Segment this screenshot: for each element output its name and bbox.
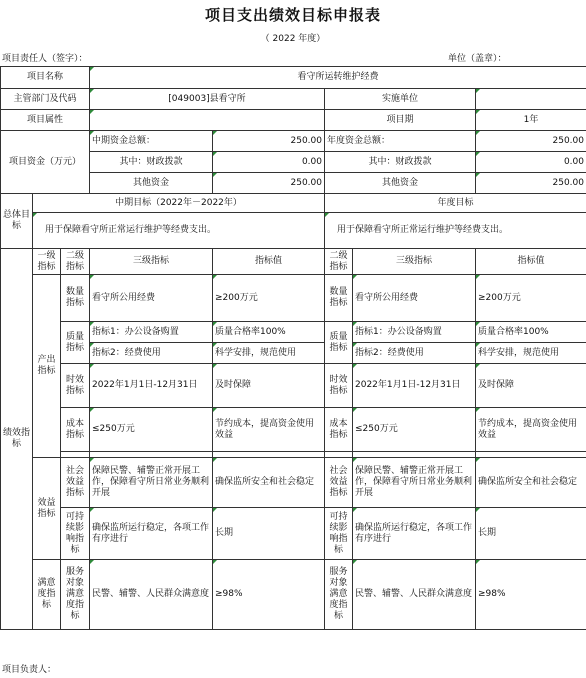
year-goal-header: 年度目标 <box>325 194 586 213</box>
attr-value <box>90 110 325 131</box>
mid-other-value: 250.00 <box>213 173 325 194</box>
soc-value-year: 确保监所安全和社会稳定 <box>476 458 586 508</box>
unit-label: 单位（盖章）： <box>448 54 507 64</box>
timely-indicator: 时效指标 <box>61 364 90 408</box>
attr-label: 项目属性 <box>1 110 90 131</box>
sus-value: 长期 <box>213 508 325 560</box>
performance-table <box>0 66 586 630</box>
sustain-indicator-year: 可持续影响指标 <box>325 508 353 560</box>
quality-indicator: 质量指标 <box>61 322 90 364</box>
value-header-year: 指标值 <box>476 249 586 275</box>
mid-other-label: 其他资金 <box>90 173 213 194</box>
soc-name-year: 保障民警、辅警正常开展工作，保障看守所日常业务顺利开展 <box>353 458 476 508</box>
form-title: 项目支出绩效目标申报表 <box>204 6 381 24</box>
sus-name-year: 确保监所运行稳定，各项工作有序进行 <box>353 508 476 560</box>
year-total-value: 250.00 <box>476 131 586 152</box>
effect-indicator: 效益指标 <box>33 458 61 560</box>
q1-value: 质量合格率100% <box>213 322 325 343</box>
year-fiscal-value: 0.00 <box>476 152 586 173</box>
dept-label: 主管部门及代码 <box>1 89 90 110</box>
mid-fiscal-label: 其中：财政拨款 <box>90 152 213 173</box>
q2-name-year: 指标2：经费使用 <box>353 343 476 364</box>
project-name-label: 项目名称 <box>1 67 90 89</box>
level3-header-year: 三级指标 <box>353 249 476 275</box>
exec-unit-value <box>476 89 586 110</box>
level2-header-year: 二级指标 <box>325 249 353 275</box>
time-value: 及时保障 <box>213 364 325 408</box>
funds-label: 项目资金（万元） <box>1 131 90 194</box>
level3-header: 三级指标 <box>90 249 213 275</box>
q2-value: 科学安排，规范使用 <box>213 343 325 364</box>
year-other-label: 其他资金 <box>325 173 476 194</box>
social-indicator: 社会效益指标 <box>61 458 90 508</box>
q1-value-year: 质量合格率100% <box>476 322 586 343</box>
period-label: 项目期 <box>325 110 476 131</box>
time-name-year: 2022年1月1日-12月31日 <box>353 364 476 408</box>
project-leader-label: 项目负责人： <box>2 665 57 675</box>
sat-name-year: 民警、辅警、人民群众满意度 <box>353 560 476 630</box>
cost-indicator: 成本指标 <box>61 408 90 452</box>
time-name: 2022年1月1日-12月31日 <box>90 364 213 408</box>
soc-value: 确保监所安全和社会稳定 <box>213 458 325 508</box>
period-value: 1年 <box>476 110 586 131</box>
year-fiscal-label: 其中：财政拨款 <box>325 152 476 173</box>
quantity-indicator-year: 数量指标 <box>325 275 353 322</box>
mid-fiscal-value: 0.00 <box>213 152 325 173</box>
level2-header: 二级指标 <box>61 249 90 275</box>
service-indicator: 服务对象满意度指标 <box>61 560 90 630</box>
exec-unit-label: 实施单位 <box>325 89 476 110</box>
year-line: （ 2022 年度） <box>260 34 326 44</box>
qty-value-year: ≥200万元 <box>476 275 586 322</box>
level1-header: 一级指标 <box>33 249 61 275</box>
social-indicator-year: 社会效益指标 <box>325 458 353 508</box>
q1-name: 指标1：办公设备购置 <box>90 322 213 343</box>
dept-value: [049003]县看守所 <box>90 89 325 110</box>
sus-name: 确保监所运行稳定，各项工作有序进行 <box>90 508 213 560</box>
sus-value-year: 长期 <box>476 508 586 560</box>
q2-value-year: 科学安排，规范使用 <box>476 343 586 364</box>
output-indicator: 产出指标 <box>33 275 61 458</box>
perf-indicator-label: 绩效指标 <box>1 249 33 630</box>
time-value-year: 及时保障 <box>476 364 586 408</box>
mid-total-label: 中期资金总额： <box>90 131 213 152</box>
qty-value: ≥200万元 <box>213 275 325 322</box>
mid-total-value: 250.00 <box>213 131 325 152</box>
mid-goal-text: 用于保障看守所正常运行维护等经费支出。 <box>33 213 325 249</box>
quality-indicator-year: 质量指标 <box>325 322 353 364</box>
year-goal-text: 用于保障看守所正常运行维护等经费支出。 <box>325 213 586 249</box>
sat-value: ≥98% <box>213 560 325 630</box>
sat-name: 民警、辅警、人民群众满意度 <box>90 560 213 630</box>
timely-indicator-year: 时效指标 <box>325 364 353 408</box>
cost-name: ≤250万元 <box>90 408 213 452</box>
cost-value-year: 节约成本，提高资金使用效益 <box>476 408 586 452</box>
q1-name-year: 指标1：办公设备购置 <box>353 322 476 343</box>
satisfaction-indicator: 满意度指标 <box>33 560 61 630</box>
year-total-label: 年度资金总额： <box>325 131 476 152</box>
qty-name-year: 看守所公用经费 <box>353 275 476 322</box>
quantity-indicator: 数量指标 <box>61 275 90 322</box>
service-indicator-year: 服务对象满意度指标 <box>325 560 353 630</box>
mid-goal-header: 中期目标（2022年－2022年） <box>33 194 325 213</box>
soc-name: 保障民警、辅警正常开展工作，保障看守所日常业务顺利开展 <box>90 458 213 508</box>
cost-indicator-year: 成本指标 <box>325 408 353 452</box>
year-other-value: 250.00 <box>476 173 586 194</box>
value-header: 指标值 <box>213 249 325 275</box>
sat-value-year: ≥98% <box>476 560 586 630</box>
sustain-indicator: 可持续影响指标 <box>61 508 90 560</box>
responsible-label: 项目责任人（签字）： <box>2 54 88 64</box>
cost-value: 节约成本，提高资金使用效益 <box>213 408 325 452</box>
qty-name: 看守所公用经费 <box>90 275 213 322</box>
project-name-value: 看守所运转维护经费 <box>90 67 586 89</box>
cost-name-year: ≤250万元 <box>353 408 476 452</box>
q2-name: 指标2：经费使用 <box>90 343 213 364</box>
overall-goal-label: 总体目标 <box>1 194 33 249</box>
